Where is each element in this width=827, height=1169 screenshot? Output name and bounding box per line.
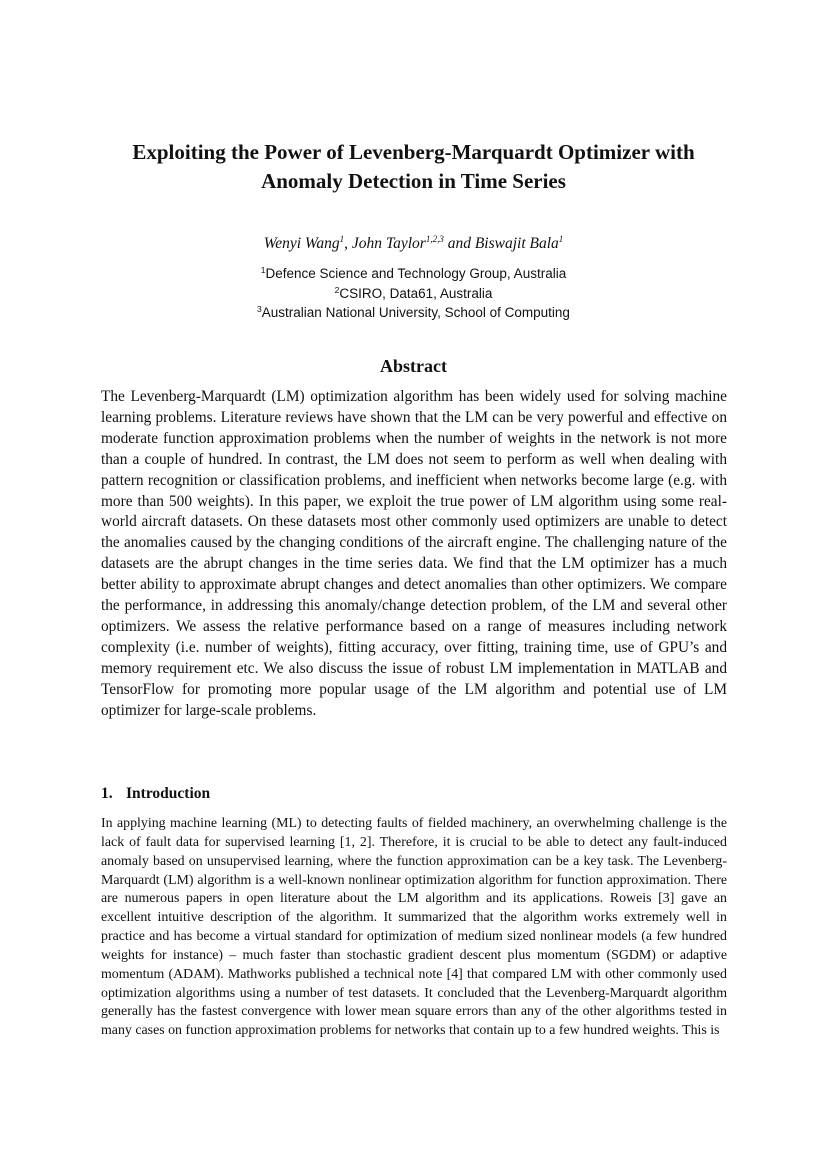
affiliation-mark: 1 [260, 265, 266, 275]
section-number: 1. [101, 785, 113, 802]
introduction-text: In applying machine learning (ML) to detecting faults of fielded machinery, an overwhelming challenge is the lack of fault data for supervised learning [1, 2]. Therefore, it is crucial to be able to detect any fault-induced anomaly based on unsupervised learning, where the function approximation can be a key task. The Levenberg-Marquardt (LM) algorithm is a well-known nonlinear optimization algorithm for function approximation. There are numerous papers in open literature about the LM algorithm and its applications. Roweis [3] gave an excellent intuitive description of the algorithm. It summarized that the algorithm works extremely well in practice and has become a virtual standard for optimization of medium sized nonlinear models (a few hundred weights for instance) – much faster than stochastic gradient descent plus momentum (SGDM) or adaptive momentum (ADAM). Mathworks published a technical note [4] that compared LM with other commonly used optimization algorithms using a number of test datasets. It concluded that the Levenberg-Marquardt algorithm generally has the fastest convergence with lower mean square errors than any of the other algorithms tested in many cases on function approximation problems for networks that contain up to a few hundred weights. This is [101, 816, 727, 1039]
author-name: Biswajit Bala [474, 235, 559, 252]
affiliation-text: Australian National University, School of Computing [261, 305, 570, 320]
author-affiliation-mark: 1 [339, 234, 345, 244]
affiliation [60, 264, 767, 284]
affiliation-mark: 2 [334, 284, 340, 295]
affiliation [60, 303, 767, 323]
author-separator: and [443, 235, 475, 252]
author-name: John Taylor [351, 235, 426, 252]
affiliation-mark: 3 [257, 304, 262, 314]
author-separator: , [344, 235, 352, 252]
author-affiliation-mark: 1 [558, 234, 564, 244]
affiliation-list [60, 264, 767, 323]
title-line-1: Exploiting the Power of Levenberg-Marquardt Optimizer with [132, 140, 695, 164]
author-affiliation-mark: 1,2,3 [425, 234, 444, 244]
author-name: Wenyi Wang [263, 235, 340, 252]
abstract-text: The Levenberg-Marquardt (LM) optimization algorithm has been widely used for solving machine learning problems. Literature reviews have shown that the LM can be very powerful and effective on moderate function approximation problems when the number of weights in the network is not more than a couple of hundred. In contrast, the LM does not seem to perform as well when dealing with pattern recognition or classification problems, and inefficient when networks become large (e.g. with more than 500 weights). In this paper, we exploit the true power of LM algorithm using some real-world aircraft datasets. On these datasets most other commonly used optimizers are unable to detect the anomalies caused by the changing conditions of the aircraft engine. The challenging nature of the datasets are the abrupt changes in the time series data. We find that the LM optimizer has a much better ability to approximate abrupt changes and detect anomalies than other optimizers. We compare the performance, in addressing this anomaly/change detection problem, of the LM and several other optimizers. We assess the relative performance based on a range of measures including network complexity (i.e. number of weights), fitting accuracy, over fitting, training time, use of GPU’s and memory requirement etc. We also discuss the issue of robust LM implementation in MATLAB and TensorFlow for promoting more popular usage of the LM algorithm and potential use of LM optimizer for large-scale problems. [101, 388, 727, 719]
section-heading-introduction [101, 784, 727, 804]
affiliation-text: CSIRO, Data61, Australia [339, 285, 493, 301]
affiliation-text: Defence Science and Technology Group, Australia [265, 266, 567, 281]
title-line-2: Anomaly Detection in Time Series [261, 169, 566, 193]
section-title: Introduction [126, 785, 211, 802]
abstract-heading: Abstract [380, 356, 447, 376]
author-list [60, 234, 767, 254]
paper-title [60, 138, 767, 196]
affiliation [60, 284, 767, 304]
